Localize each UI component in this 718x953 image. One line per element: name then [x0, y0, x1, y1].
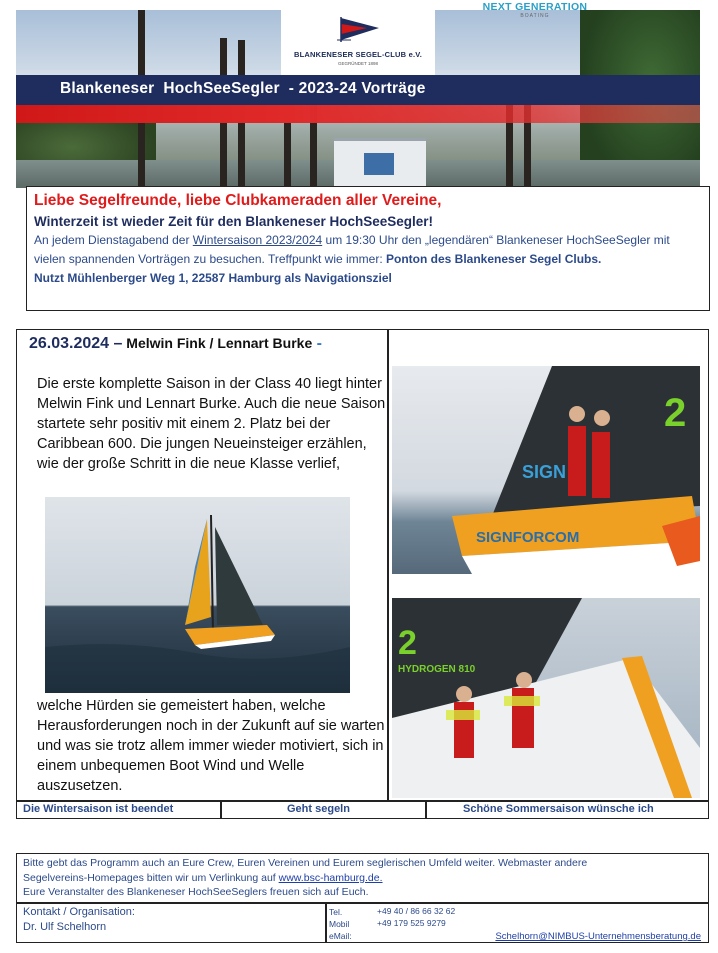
event-description-2: welche Hürden sie gemeistert haben, welche Herausforderungen noch in der Zukunft auf sie warten und was sie trotz allem immer wieder motiviert, sich in einem unbequemen Boot Wind und Welle auszusetzen. — [37, 698, 385, 794]
logo-subtitle: GEGRÜNDET 1898 — [338, 61, 378, 66]
event-description-1: Die erste komplette Saison in der Class 40 liegt hinter Melwin Fink und Lennart Burke. Auch die neue Saison startete sehr positiv mit einem 2. Platz bei der Caribbean 600. Die jungen Neueinsteiger erzählen, wie der große Schritt in die neue Klasse verlief, — [37, 376, 386, 472]
footer-center: Geht segeln — [287, 803, 350, 815]
footer-right: Schöne Sommersaison wünsche ich — [463, 803, 654, 815]
mobil-value: +49 179 525 9279 — [377, 918, 446, 928]
tel-label: Tel. — [329, 907, 343, 917]
share-message — [23, 856, 706, 900]
contact-name: Dr. Ulf Schelhorn — [23, 921, 107, 933]
sail-hydrogen-text: HYDROGEN 810 — [398, 664, 476, 675]
email-label: eMail: — [329, 931, 352, 941]
share-line-2-text: Segelvereins-Homepages bitten wir um Verlinkung auf — [23, 871, 279, 884]
sail-number-text: 2 — [664, 391, 687, 435]
mobil-label: Mobil — [329, 919, 350, 929]
share-line-1: Bitte gebt das Programm auch an Eure Crew, Euren Vereinen und Eurem seglerischen Umfeld weiter. Webmaster andere — [23, 857, 588, 869]
sail-number-bottom-text: 2 — [398, 624, 417, 662]
red-stripe — [16, 105, 700, 123]
contact-label: Kontakt / Organisation: — [23, 906, 135, 918]
brand-logo — [475, 1, 595, 19]
banner-title: Blankeneser HochSeeSegler - 2023-24 Vorträge — [60, 80, 426, 97]
email-link[interactable]: Schelhorn@NIMBUS-Unternehmensberatung.de — [495, 931, 701, 942]
crew-photo-top — [392, 366, 700, 574]
greeting: Liebe Segelfreunde, liebe Clubkameraden aller Vereine, — [34, 192, 442, 209]
event-date: 26.03.2024 – — [29, 335, 123, 352]
share-line-2 — [23, 871, 706, 886]
hull-sponsor-text: SIGNFORCOM — [476, 529, 580, 546]
brand-subtitle: BOATING — [520, 13, 550, 19]
event-speakers: Melwin Fink / Lennart Burke — [122, 335, 313, 351]
event-heading — [29, 335, 322, 353]
sail-sign-text: SIGN — [522, 462, 567, 482]
intro-text-1: An jedem Dienstagabend der — [34, 233, 193, 247]
intro-text-2: um 19:30 Uhr den „legendären“ Blankeneser HochSeeSegler mit vielen spannenden Vorträgen zu besuchen. Treffpunkt wie immer: — [34, 233, 670, 266]
heading-dash: - — [312, 335, 323, 352]
club-logo — [281, 10, 435, 75]
boat-photo-sea — [45, 497, 350, 693]
burgee-icon — [337, 16, 381, 42]
season-link[interactable]: Wintersaison 2023/2024 — [192, 233, 323, 247]
club-website-link[interactable]: www.bsc-hamburg.de. — [278, 871, 383, 884]
crew-photo-bottom — [392, 598, 700, 798]
tel-value: +49 40 / 86 66 32 62 — [377, 906, 456, 916]
intro-box — [26, 186, 710, 311]
brand-title: NEXT GENERATION — [482, 1, 588, 13]
footer-left: Die Wintersaison ist beendet — [23, 803, 174, 815]
intro-paragraph — [34, 231, 702, 269]
contact-box — [16, 853, 709, 943]
logo-name: BLANKENESER SEGEL-CLUB e.V. — [293, 50, 423, 59]
intro-subheading: Winterzeit ist wieder Zeit für den Blankeneser HochSeeSegler! — [34, 214, 433, 229]
meeting-point: Ponton des Blankeneser Segel Clubs. — [386, 252, 602, 266]
navigation-address: Nutzt Mühlenberger Weg 1, 22587 Hamburg als Navigationsziel — [34, 271, 392, 285]
share-line-3: Eure Veranstalter des Blankeneser HochSeeSeglers freuen sich auf Euch. — [23, 886, 369, 898]
